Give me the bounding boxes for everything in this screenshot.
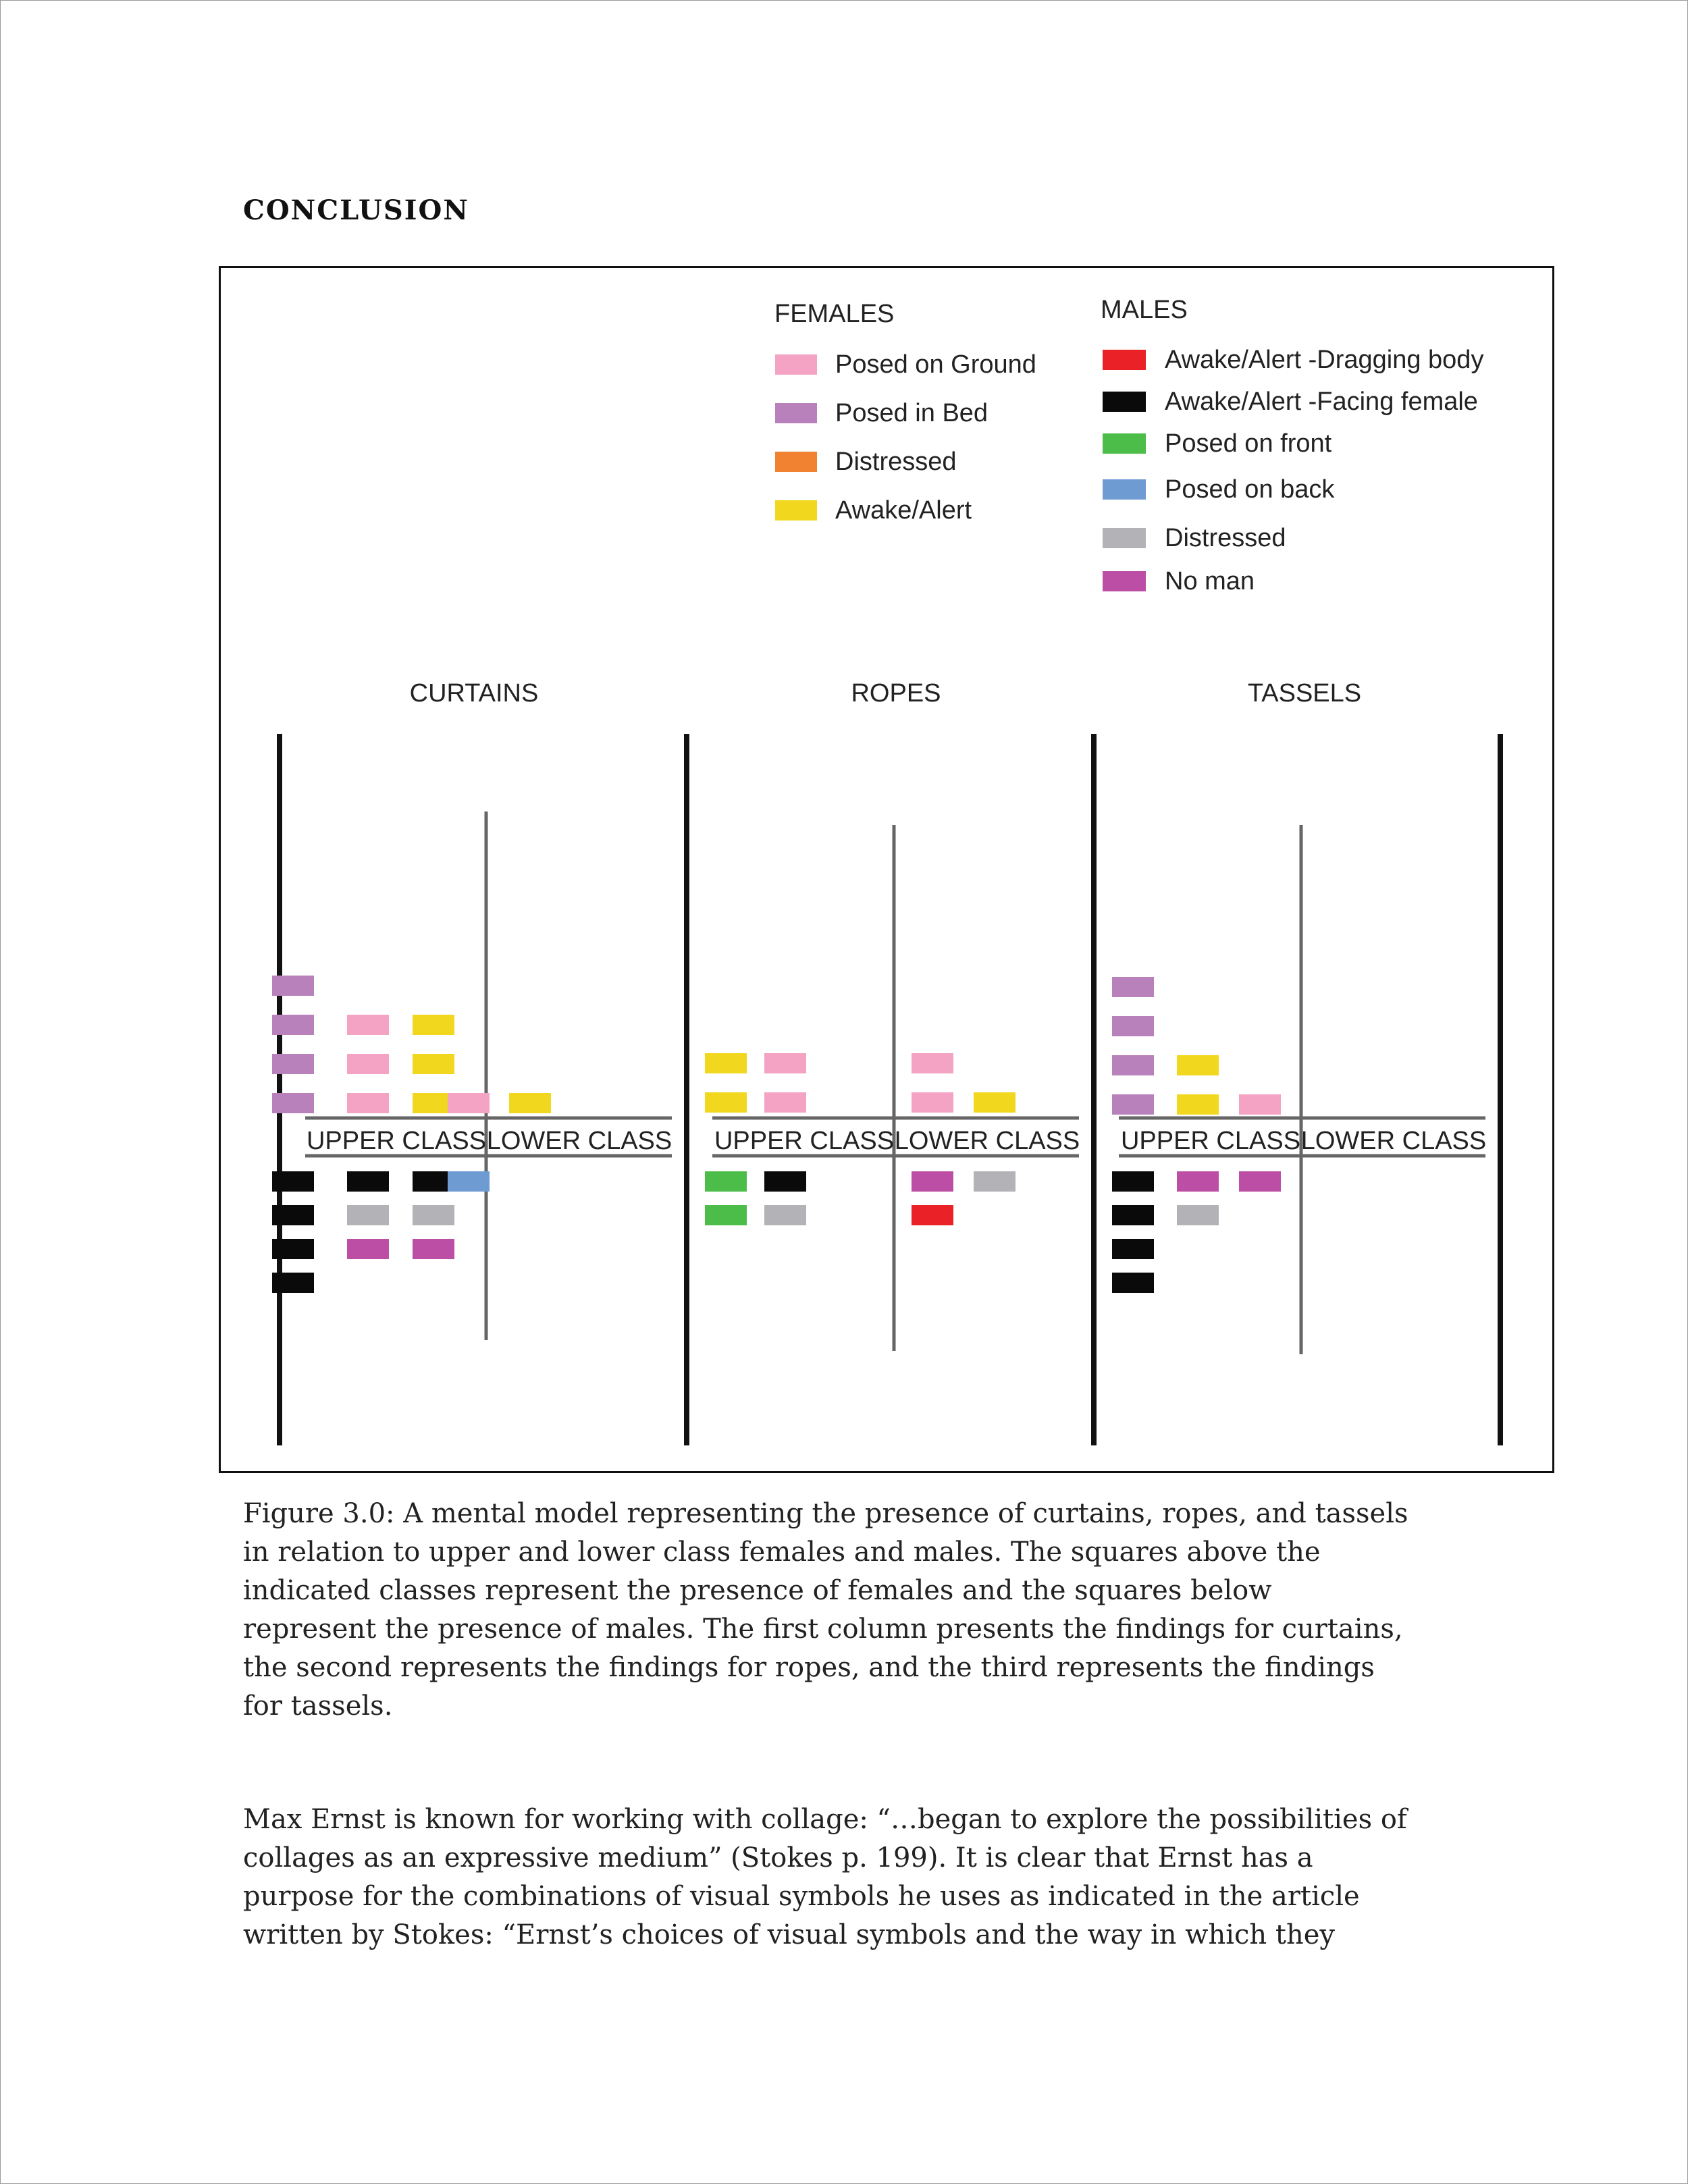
- mark-tassels-upper-male-awake-alert-facing-female: [1112, 1205, 1154, 1225]
- mark-tassels-upper-male-distressed: [1177, 1205, 1219, 1225]
- mark-curtains-upper-male-awake-alert-facing-female: [347, 1171, 389, 1192]
- mark-tassels-upper-male-awake-alert-facing-female: [1112, 1239, 1154, 1259]
- figure-box: [219, 266, 1554, 1473]
- mark-curtains-upper-male-no-man: [347, 1239, 389, 1259]
- mark-curtains-upper-male-awake-alert-facing-female: [272, 1171, 314, 1192]
- legend-label-male-distressed: Distressed: [1165, 524, 1286, 552]
- upper-class-label: UPPER CLASS: [1120, 1127, 1301, 1155]
- legend-swatch-male-posed-on-back: [1103, 479, 1146, 500]
- legend-swatch-female-distressed: [775, 452, 817, 472]
- mark-curtains-upper-female-posed-on-ground: [347, 1093, 389, 1113]
- mark-curtains-upper-male-distressed: [413, 1205, 454, 1225]
- mark-curtains-lower-male-posed-on-back: [448, 1171, 490, 1192]
- mark-ropes-upper-male-awake-alert-facing-female: [764, 1171, 806, 1192]
- mark-ropes-lower-male-no-man: [912, 1171, 953, 1192]
- mark-curtains-upper-male-awake-alert-facing-female: [272, 1205, 314, 1225]
- legend-label-female-distressed: Distressed: [835, 448, 957, 476]
- mark-curtains-upper-female-posed-in-bed: [272, 1093, 314, 1113]
- mark-curtains-lower-female-awake-alert: [509, 1093, 551, 1113]
- caption-line: Figure 3.0: A mental model representing the presence of curtains, ropes, and tassels: [243, 1498, 1408, 1529]
- panel-curtains: [272, 679, 672, 1340]
- legend-label-female-posed-in-bed: Posed in Bed: [835, 399, 988, 427]
- legend-swatch-male-awake-alert-facing-female: [1103, 392, 1146, 412]
- mark-curtains-upper-male-awake-alert-facing-female: [272, 1273, 314, 1293]
- lower-class-label: LOWER CLASS: [894, 1127, 1080, 1155]
- body-paragraph: [243, 1801, 1512, 1954]
- legend-swatch-female-awake-alert: [775, 500, 817, 521]
- legend: [774, 296, 1483, 595]
- paragraph-line: purpose for the combinations of visual symbols he uses as indicated in the article: [243, 1881, 1360, 1912]
- mark-tassels-upper-male-awake-alert-facing-female: [1112, 1273, 1154, 1293]
- mark-curtains-upper-female-awake-alert: [413, 1054, 454, 1074]
- mark-tassels-upper-female-posed-in-bed: [1112, 977, 1154, 997]
- legend-swatch-male-distressed: [1103, 528, 1146, 548]
- caption-line: represent the presence of males. The first column presents the findings for curtains,: [243, 1614, 1403, 1645]
- mark-curtains-upper-female-posed-in-bed: [272, 1054, 314, 1074]
- mark-tassels-upper-male-no-man: [1239, 1171, 1281, 1192]
- legend-label-female-posed-on-ground: Posed on Ground: [835, 350, 1036, 379]
- legend-females-title: FEMALES: [774, 300, 895, 328]
- mark-tassels-upper-female-posed-in-bed: [1112, 1055, 1154, 1075]
- paragraph-line: written by Stokes: “Ernst’s choices of visual symbols and the way in which they: [243, 1919, 1336, 1950]
- mark-ropes-upper-female-posed-on-ground: [764, 1053, 806, 1073]
- chart-panels: [272, 679, 1500, 1445]
- mark-tassels-upper-female-posed-in-bed: [1112, 1016, 1154, 1036]
- mark-curtains-upper-female-posed-on-ground: [347, 1054, 389, 1074]
- paragraph-line: collages as an expressive medium” (Stokes p. 199). It is clear that Ernst has a: [243, 1842, 1313, 1873]
- caption-line: indicated classes represent the presence of females and the squares below: [243, 1575, 1272, 1606]
- mark-tassels-upper-female-awake-alert: [1177, 1055, 1219, 1075]
- mark-curtains-upper-female-posed-in-bed: [272, 976, 314, 996]
- legend-label-female-awake-alert: Awake/Alert: [835, 496, 972, 525]
- caption-line: for tassels.: [243, 1690, 393, 1722]
- panel-ropes: [705, 679, 1080, 1351]
- mark-ropes-upper-female-awake-alert: [705, 1053, 747, 1073]
- mark-tassels-upper-male-awake-alert-facing-female: [1112, 1171, 1154, 1192]
- upper-class-label: UPPER CLASS: [714, 1127, 895, 1155]
- panel-title-ropes: ROPES: [851, 679, 941, 708]
- panel-title-curtains: CURTAINS: [409, 679, 539, 708]
- legend-males-title: MALES: [1101, 296, 1188, 324]
- legend-swatch-female-posed-in-bed: [775, 403, 817, 423]
- mark-ropes-lower-female-posed-on-ground: [912, 1092, 953, 1113]
- legend-label-male-posed-on-back: Posed on back: [1165, 475, 1335, 504]
- panel-tassels: [1112, 679, 1486, 1354]
- legend-label-male-posed-on-front: Posed on front: [1165, 429, 1332, 458]
- mark-ropes-lower-female-posed-on-ground: [912, 1053, 953, 1073]
- mark-ropes-upper-male-distressed: [764, 1205, 806, 1225]
- caption-line: the second represents the findings for ropes, and the third represents the findings: [243, 1652, 1375, 1683]
- legend-label-male-awake-alert-dragging-body: Awake/Alert -Dragging body: [1165, 346, 1484, 374]
- mark-tassels-upper-female-posed-on-ground: [1239, 1094, 1281, 1115]
- mark-tassels-upper-female-awake-alert: [1177, 1094, 1219, 1115]
- mark-ropes-lower-male-distressed: [974, 1171, 1016, 1192]
- legend-label-male-awake-alert-facing-female: Awake/Alert -Facing female: [1165, 388, 1478, 416]
- mark-curtains-upper-female-awake-alert: [413, 1015, 454, 1035]
- mark-curtains-upper-male-no-man: [413, 1239, 454, 1259]
- figure-caption: [243, 1495, 1512, 1726]
- mark-curtains-upper-male-awake-alert-facing-female: [272, 1239, 314, 1259]
- caption-line: in relation to upper and lower class females and males. The squares above the: [243, 1537, 1321, 1568]
- legend-swatch-female-posed-on-ground: [775, 354, 817, 375]
- mark-ropes-lower-male-awake-alert-dragging-body: [912, 1205, 953, 1225]
- panel-title-tassels: TASSELS: [1247, 679, 1362, 708]
- lower-class-label: LOWER CLASS: [486, 1127, 672, 1155]
- mark-curtains-lower-female-posed-on-ground: [448, 1093, 490, 1113]
- mark-curtains-upper-female-posed-in-bed: [272, 1015, 314, 1035]
- section-heading: CONCLUSION: [243, 194, 469, 226]
- legend-swatch-male-awake-alert-dragging-body: [1103, 350, 1146, 370]
- legend-swatch-male-posed-on-front: [1103, 433, 1146, 454]
- mark-ropes-lower-female-awake-alert: [974, 1092, 1016, 1113]
- mark-curtains-upper-male-distressed: [347, 1205, 389, 1225]
- upper-class-label: UPPER CLASS: [306, 1127, 487, 1155]
- mark-ropes-upper-male-posed-on-front: [705, 1171, 747, 1192]
- mark-ropes-upper-female-awake-alert: [705, 1092, 747, 1113]
- mark-tassels-upper-female-posed-in-bed: [1112, 1094, 1154, 1115]
- paragraph-line: Max Ernst is known for working with collage: “…began to explore the possibilities of: [243, 1804, 1407, 1835]
- mark-ropes-upper-female-posed-on-ground: [764, 1092, 806, 1113]
- legend-label-male-no-man: No man: [1165, 567, 1255, 595]
- mark-curtains-upper-female-posed-on-ground: [347, 1015, 389, 1035]
- legend-swatch-male-no-man: [1103, 571, 1146, 591]
- mark-tassels-upper-male-no-man: [1177, 1171, 1219, 1192]
- mental-model-figure: [221, 268, 1552, 1471]
- lower-class-label: LOWER CLASS: [1300, 1127, 1487, 1155]
- mark-ropes-upper-male-posed-on-front: [705, 1205, 747, 1225]
